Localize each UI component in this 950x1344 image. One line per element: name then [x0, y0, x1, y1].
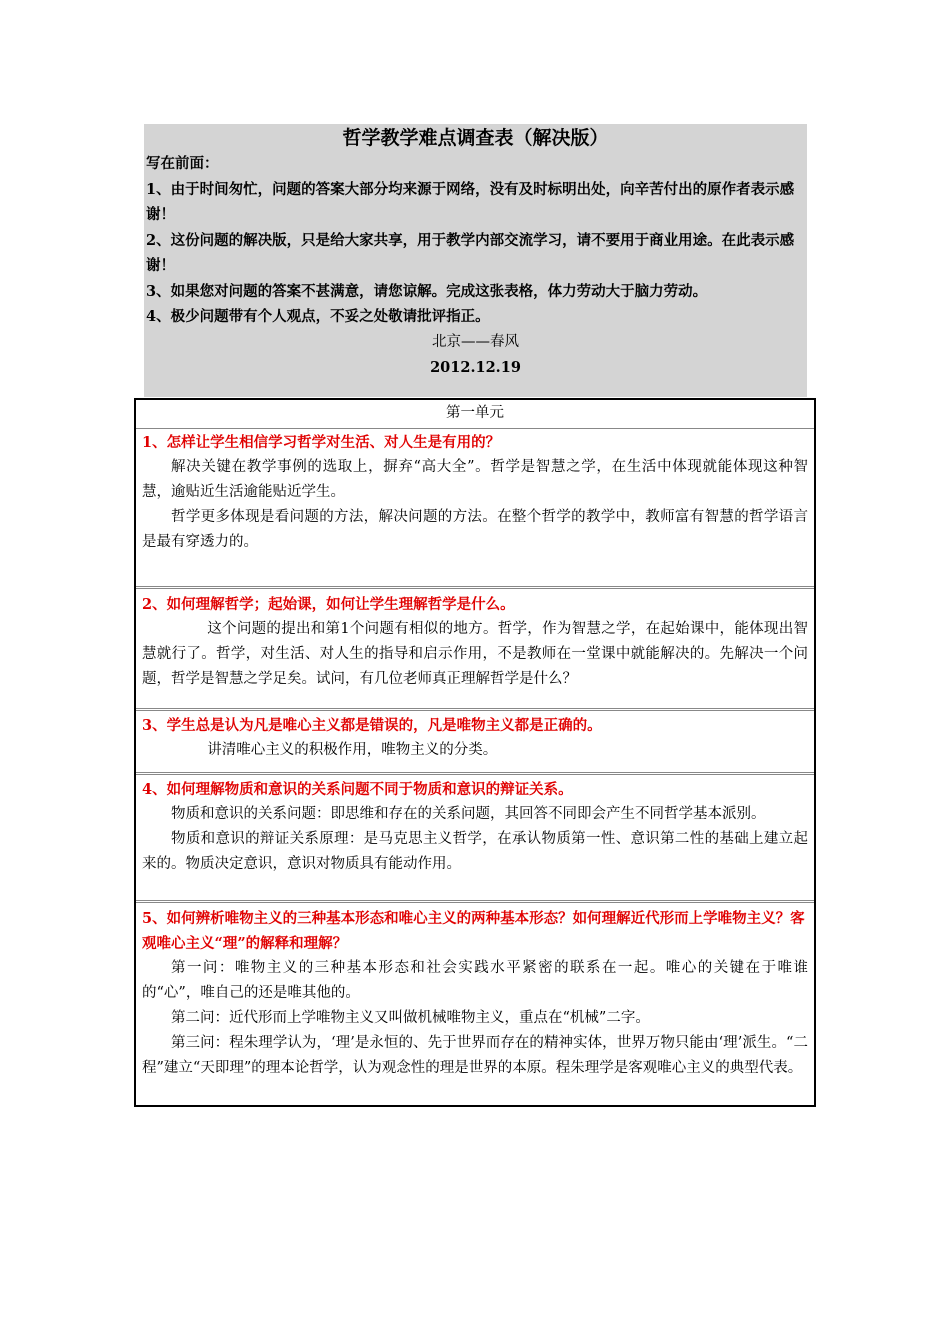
question-title: 4、如何理解物质和意识的关系问题不同于物质和意识的辩证关系。 [142, 781, 573, 798]
answer-paragraph: 第一问：唯物主义的三种基本形态和社会实践水平紧密的联系在一起。唯心的关键在于唯谁的“心”，唯自己的还是唯其他的。 [142, 960, 808, 1001]
question-title: 5、如何辨析唯物主义的三种基本形态和唯心主义的两种基本形态？如何理解近代形而上学唯物主义？客观唯心主义“理”的解释和理解？ [142, 910, 805, 952]
preface-note: 1、由于时间匆忙，问题的答案大部分均来源于网络，没有及时标明出处，向辛苦付出的原作者表示感谢！ [146, 180, 795, 223]
answer-paragraph: 这个问题的提出和第1个问题有相似的地方。哲学，作为智慧之学，在起始课中，能体现出智慧就行了。哲学，对生活、对人生的指导和启示作用，不是教师在一堂课中就能解决的。先解决一个问题，哲学是智慧之学足矣。试问，有几位老师真正理解哲学是什么？ [142, 621, 808, 687]
preface-note: 3、如果您对问题的答案不甚满意，请您谅解。完成这张表格，体力劳动大于脑力劳动。 [146, 282, 708, 300]
preface-note: 2、这份问题的解决版，只是给大家共享，用于教学内部交流学习，请不要用于商业用途。在此表示感谢！ [146, 231, 795, 274]
answer-paragraph: 哲学更多体现是看问题的方法，解决问题的方法。在整个哲学的教学中，教师富有智慧的哲学语言是最有穿透力的。 [142, 509, 808, 550]
question-title: 2、如何理解哲学；起始课，如何让学生理解哲学是什么。 [142, 596, 515, 613]
answer-paragraph: 解决关键在教学事例的选取上，摒弃“高大全”。哲学是智慧之学，在生活中体现就能体现这种智慧，逾贴近生活逾能贴近学生。 [142, 459, 808, 500]
preface-note: 4、极少问题带有个人观点，不妥之处敬请批评指正。 [146, 308, 490, 325]
answer-paragraph: 物质和意识的辩证关系原理：是马克思主义哲学，在承认物质第一性、意识第二性的基础上建立起来的。物质决定意识，意识对物质具有能动作用。 [142, 831, 808, 872]
question-section-3 [136, 713, 814, 763]
question-section-2 [136, 592, 814, 692]
answer-paragraph: 讲清唯心主义的积极作用，唯物主义的分类。 [207, 742, 498, 758]
answer-paragraph: 物质和意识的关系问题：即思维和存在的关系问题，其回答不同即会产生不同哲学基本派别。 [171, 806, 766, 822]
question-title: 1、怎样让学生相信学习哲学对生活、对人生是有用的？ [142, 434, 501, 451]
document-title: 哲学教学难点调查表（解决版） [342, 127, 609, 149]
signature: 北京——春风 [432, 333, 519, 350]
section-divider [136, 772, 814, 775]
question-section-1 [136, 430, 814, 555]
intro-box [144, 124, 807, 397]
unit-table [134, 398, 816, 1107]
section-divider [136, 708, 814, 711]
section-divider [136, 586, 814, 589]
question-title: 3、学生总是认为凡是唯心主义都是错误的，凡是唯物主义都是正确的。 [142, 717, 602, 734]
date: 2012.12.19 [430, 359, 521, 376]
preface-label: 写在前面： [146, 155, 219, 172]
question-section-5 [136, 906, 814, 1081]
answer-paragraph: 第三问：程朱理学认为，‘理’是永恒的、先于世界而存在的精神实体，世界万物只能由‘理’派生。“二程”建立“天即理”的理本论哲学，认为观念性的理是世界的本原。程朱理学是客观唯心主义的典型代表。 [142, 1035, 808, 1076]
unit-header: 第一单元 [136, 400, 814, 429]
question-section-4 [136, 777, 814, 877]
answer-paragraph: 第二问：近代形而上学唯物主义又叫做机械唯物主义，重点在“机械”二字。 [171, 1010, 650, 1026]
section-divider [136, 900, 814, 903]
